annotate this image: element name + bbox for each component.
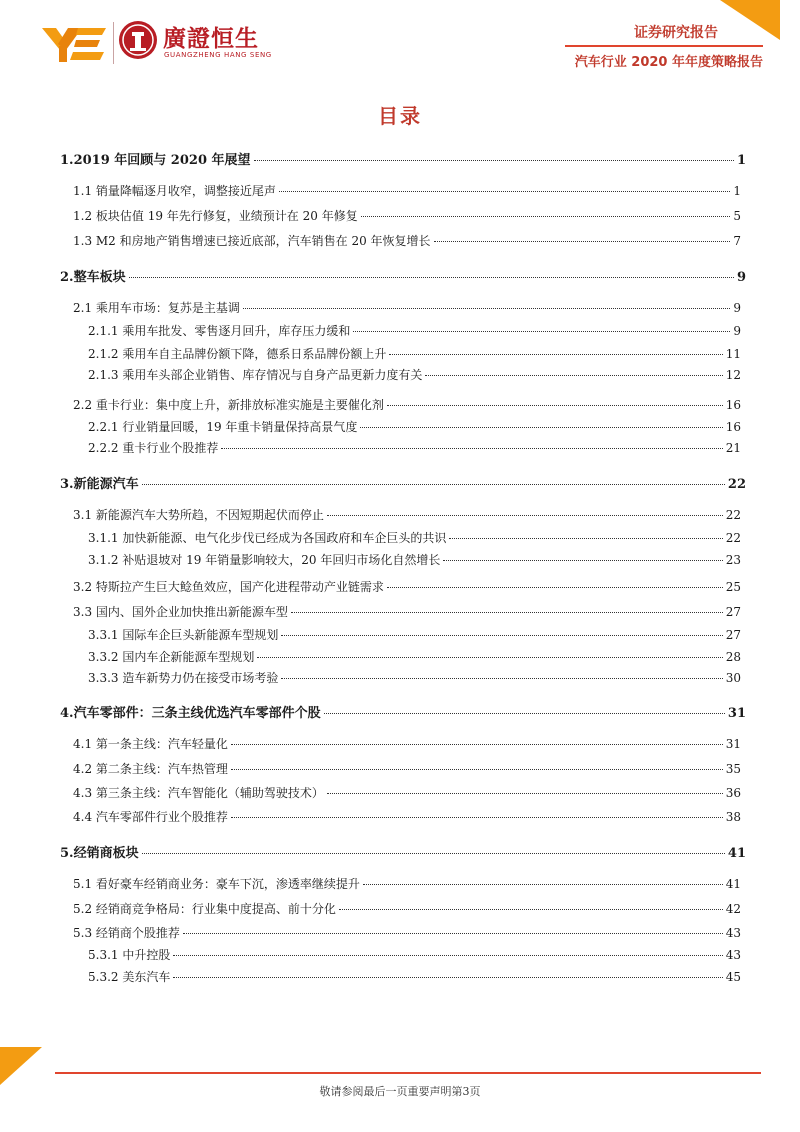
toc-item[interactable]: 3.3.3 造车新势力仍在接受市场考验 30 [88, 671, 741, 685]
toc-item[interactable]: 5.3.1 中升控股 43 [88, 948, 741, 962]
toc-item[interactable]: 1.3 M2 和房地产销售增速已接近底部，汽车销售在 20 年恢复增长 7 [73, 234, 741, 248]
toc-item[interactable]: 3.1 新能源汽车大势所趋，不因短期起伏而停止 22 [73, 508, 741, 522]
brand-name-en: GUANGZHENG HANG SENG [164, 51, 272, 59]
toc-item[interactable]: 4.汽车零部件：三条主线优选汽车零部件个股 31 [60, 706, 746, 721]
corner-triangle-icon [0, 1047, 42, 1085]
toc-item[interactable]: 3.2 特斯拉产生巨大鲶鱼效应，国产化进程带动产业链需求 25 [73, 580, 741, 594]
brand-name-cn: 廣證恒生 [163, 26, 259, 52]
toc-item[interactable]: 3.3.2 国内车企新能源车型规划 28 [88, 650, 741, 664]
logo-divider [113, 22, 114, 64]
toc-item[interactable]: 5.3 经销商个股推荐 43 [73, 926, 741, 940]
toc-item[interactable]: 4.2 第二条主线：汽车热管理 35 [73, 762, 741, 776]
toc-item[interactable]: 3.1.1 加快新能源、电气化步伐已经成为各国政府和车企巨头的共识 22 [88, 531, 741, 545]
toc-item[interactable]: 3.1.2 补贴退坡对 19 年销量影响较大，20 年回归市场化自然增长 23 [88, 553, 741, 567]
report-type: 证券研究报告 [634, 25, 718, 41]
toc-item[interactable]: 4.3 第三条主线：汽车智能化（辅助驾驶技术） 36 [73, 786, 741, 800]
toc-item[interactable]: 2.1.3 乘用车头部企业销售、库存情况与自身产品更新力度有关 12 [88, 368, 741, 382]
page-header [0, 0, 800, 80]
toc-item[interactable]: 2.2.1 行业销量回暖，19 年重卡销量保持高景气度 16 [88, 420, 741, 434]
toc-item[interactable]: 2.2 重卡行业：集中度上升，新排放标准实施是主要催化剂 16 [73, 398, 741, 412]
toc-item[interactable]: 1.2019 年回顾与 2020 年展望 1 [60, 153, 746, 168]
toc-item[interactable]: 2.1.2 乘用车自主品牌份额下降，德系日系品牌份额上升 11 [88, 347, 741, 361]
toc-item[interactable]: 2.1 乘用车市场：复苏是主基调 9 [73, 301, 741, 315]
toc-title: 目录 [378, 104, 422, 128]
ye-logo-icon [42, 24, 110, 64]
toc-item[interactable]: 5.经销商板块 41 [60, 846, 746, 861]
toc-item[interactable]: 5.1 看好豪车经销商业务：豪车下沉，渗透率继续提升 41 [73, 877, 741, 891]
toc-item[interactable]: 4.1 第一条主线：汽车轻量化 31 [73, 737, 741, 751]
toc-item[interactable]: 2.1.1 乘用车批发、零售逐月回升，库存压力缓和 9 [88, 324, 741, 338]
company-emblem-icon [118, 20, 158, 60]
toc-item[interactable]: 5.2 经销商竞争格局：行业集中度提高、前十分化 42 [73, 902, 741, 916]
footer-disclaimer: 敬请参阅最后一页重要声明第3页 [319, 1085, 481, 1098]
toc-item[interactable]: 3.3 国内、国外企业加快推出新能源车型 27 [73, 605, 741, 619]
toc-item[interactable]: 5.3.2 美东汽车 45 [88, 970, 741, 984]
toc-item[interactable]: 1.2 板块估值 19 年先行修复，业绩预计在 20 年修复 5 [73, 209, 741, 223]
toc-item[interactable]: 2.整车板块 9 [60, 270, 746, 285]
toc-item[interactable]: 2.2.2 重卡行业个股推荐 21 [88, 441, 741, 455]
toc-item[interactable]: 3.新能源汽车 22 [60, 477, 746, 492]
toc-item[interactable]: 3.3.1 国际车企巨头新能源车型规划 27 [88, 628, 741, 642]
header-rule [565, 45, 763, 47]
toc-item[interactable]: 4.4 汽车零部件行业个股推荐 38 [73, 810, 741, 824]
report-title: 汽车行业 2020 年年度策略报告 [574, 55, 763, 70]
corner-triangle-icon [720, 0, 780, 40]
toc-item[interactable]: 1.1 销量降幅逐月收窄，调整接近尾声 1 [73, 184, 741, 198]
footer-rule [55, 1072, 761, 1074]
